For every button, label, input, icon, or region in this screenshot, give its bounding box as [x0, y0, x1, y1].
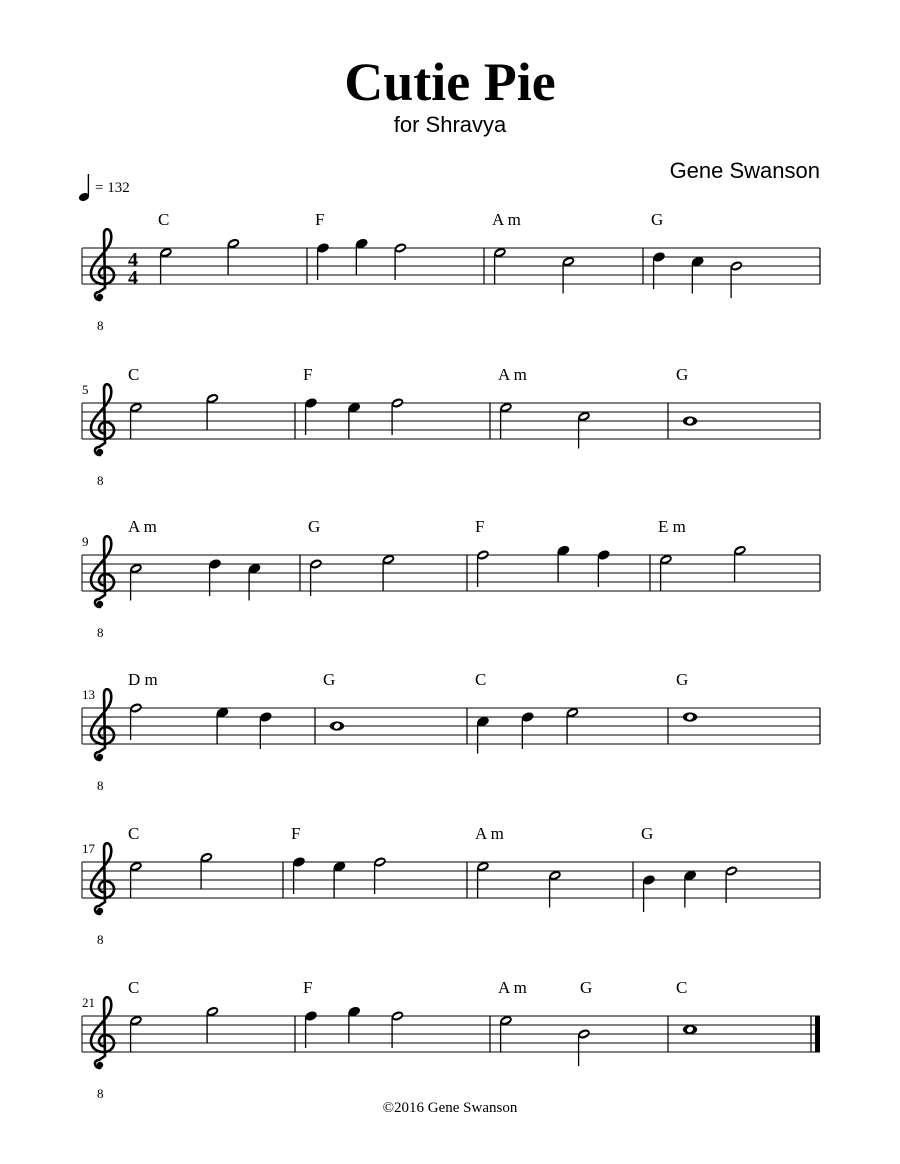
note-whole	[683, 416, 697, 425]
note-quarter	[316, 242, 330, 280]
measure-number: 5	[82, 382, 89, 397]
chord-symbol: C	[475, 670, 487, 689]
note-quarter	[259, 711, 273, 749]
chord-symbol: C	[128, 978, 140, 997]
note-half	[476, 549, 490, 587]
staff-system	[82, 536, 820, 640]
note-whole	[683, 712, 697, 721]
chord-symbol: C	[676, 978, 688, 997]
copyright-notice: ©2016 Gene Swanson	[382, 1100, 518, 1116]
clef-octave-mark: 8	[97, 625, 104, 640]
note-half	[381, 553, 395, 591]
note-quarter	[476, 715, 490, 753]
chord-symbol: E m	[658, 517, 686, 536]
clef-octave-mark: 8	[97, 1086, 104, 1101]
note-quarter	[215, 706, 229, 744]
clef-octave-mark: 8	[97, 318, 104, 333]
tempo-text: = 132	[95, 180, 130, 196]
chord-symbol: A m	[128, 517, 157, 536]
note-half	[499, 1014, 513, 1052]
chord-symbol: G	[651, 210, 664, 229]
note-half	[129, 702, 143, 740]
measure-number: 9	[82, 534, 89, 549]
note-quarter	[683, 869, 697, 907]
note-quarter	[597, 549, 611, 587]
measure-number: 13	[82, 687, 95, 702]
note-quarter	[247, 562, 261, 600]
note-half	[729, 260, 743, 298]
note-half	[205, 392, 219, 430]
note-quarter	[521, 711, 535, 749]
note-quarter	[347, 401, 361, 439]
clef-octave-mark: 8	[97, 932, 104, 947]
note-half	[577, 1028, 591, 1066]
chord-symbol: C	[128, 365, 140, 384]
chord-symbol: C	[158, 210, 170, 229]
note-half	[129, 1014, 143, 1052]
note-quarter	[642, 874, 656, 912]
chord-symbol: C	[128, 824, 140, 843]
note-half	[659, 553, 673, 591]
note-half	[393, 242, 407, 280]
note-half	[390, 397, 404, 435]
note-half	[565, 706, 579, 744]
chord-symbol: G	[676, 365, 689, 384]
chord-symbol: A m	[498, 978, 527, 997]
dedication-subtitle: for Shravya	[393, 112, 507, 137]
note-half	[129, 562, 143, 600]
note-whole	[683, 1025, 697, 1034]
note-quarter	[304, 1010, 318, 1048]
note-half	[205, 1005, 219, 1043]
note-quarter	[347, 1005, 361, 1043]
treble-clef-icon	[91, 536, 114, 607]
chord-symbol: D m	[128, 670, 158, 689]
chord-symbol: G	[323, 670, 336, 689]
note-quarter	[208, 558, 222, 596]
note-quarter	[355, 237, 369, 275]
note-half	[561, 255, 575, 293]
chord-symbol: A m	[492, 210, 521, 229]
note-half	[577, 410, 591, 448]
chord-symbol: G	[308, 517, 321, 536]
note-half	[476, 860, 490, 898]
chord-symbol: G	[580, 978, 593, 997]
clef-tail-dot	[97, 294, 103, 300]
measure-number: 21	[82, 995, 95, 1010]
clef-octave-mark: 8	[97, 473, 104, 488]
chord-symbol: F	[303, 978, 313, 997]
note-half	[548, 869, 562, 907]
chord-symbol: F	[315, 210, 325, 229]
time-signature-denominator: 4	[128, 267, 138, 289]
note-half	[309, 558, 323, 596]
chord-symbol: G	[676, 670, 689, 689]
chord-symbol: F	[475, 517, 485, 536]
clef-tail-dot	[97, 754, 103, 760]
note-whole	[330, 721, 344, 730]
note-half	[129, 860, 143, 898]
note-half	[129, 401, 143, 439]
note-half	[499, 401, 513, 439]
time-signature-numerator: 4	[128, 249, 138, 271]
staff-system	[82, 384, 820, 488]
note-quarter	[292, 856, 306, 894]
note-half	[159, 246, 173, 284]
measure-number: 17	[82, 841, 95, 856]
note-half	[493, 246, 507, 284]
note-half	[199, 851, 213, 889]
staff-system	[82, 689, 820, 793]
clef-tail-dot	[97, 1062, 103, 1068]
staff-system	[82, 229, 820, 333]
treble-clef-icon	[91, 384, 114, 455]
chord-symbol: A m	[475, 824, 504, 843]
staff-system	[82, 997, 820, 1101]
note-half	[390, 1010, 404, 1048]
note-quarter	[652, 251, 666, 289]
note-half	[724, 865, 738, 903]
note-quarter	[556, 544, 570, 582]
clef-tail-dot	[97, 908, 103, 914]
note-quarter	[304, 397, 318, 435]
chord-symbol: G	[641, 824, 654, 843]
note-half	[733, 544, 747, 582]
treble-clef-icon	[91, 229, 114, 300]
note-quarter	[332, 860, 346, 898]
chord-symbol: F	[303, 365, 313, 384]
final-thick-barline	[815, 1016, 820, 1052]
chord-symbol: F	[291, 824, 301, 843]
piece-title: Cutie Pie	[344, 52, 556, 112]
clef-tail-dot	[97, 601, 103, 607]
note-half	[373, 856, 387, 894]
staff-system	[82, 843, 820, 947]
note-half	[226, 237, 240, 275]
clef-octave-mark: 8	[97, 778, 104, 793]
chord-symbol: A m	[498, 365, 527, 384]
composer-name: Gene Swanson	[669, 158, 820, 183]
note-quarter	[691, 255, 705, 293]
clef-tail-dot	[97, 449, 103, 455]
